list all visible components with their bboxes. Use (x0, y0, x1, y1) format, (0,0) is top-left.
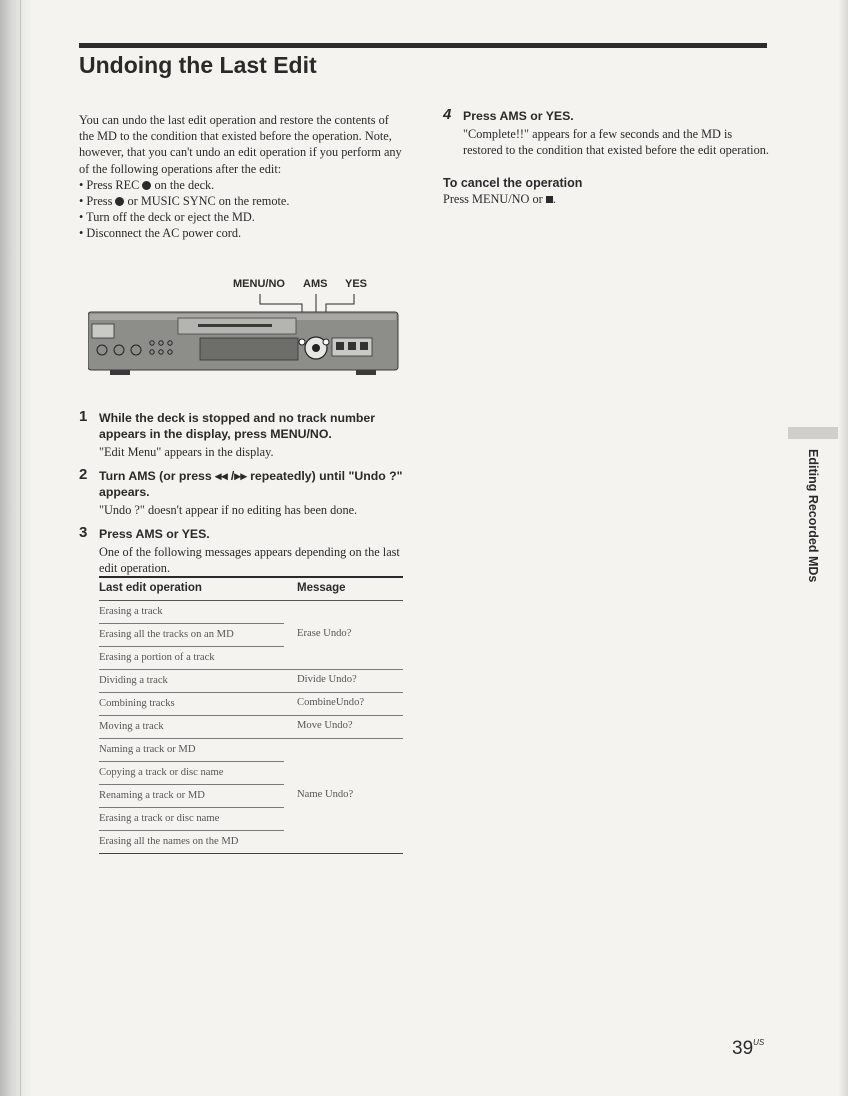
table-row: Erasing a track or disc name (99, 808, 403, 831)
table-header-operation: Last edit operation (99, 582, 202, 594)
section-side-tab: Editing Recorded MDs (806, 449, 820, 583)
step-heading: Turn AMS (or press ◂◂ /▸▸ repeatedly) until "Undo ?" appears. (99, 469, 403, 499)
binding-edge (20, 0, 21, 1096)
diagram-label-yes: YES (345, 278, 368, 290)
deck-illustration (88, 278, 400, 388)
table-row: Erasing a portion of a track (99, 647, 403, 670)
bullet-item: • Press REC on the deck. (79, 177, 405, 193)
step-heading: Press AMS or YES. (99, 527, 210, 541)
table-row: Moving a track Move Undo? (99, 716, 403, 739)
table-row: Erasing a track (99, 601, 403, 624)
step-number: 3 (79, 524, 88, 541)
bullet-item: • Disconnect the AC power cord. (79, 225, 405, 241)
right-column (443, 108, 773, 208)
stop-square-icon (546, 196, 553, 203)
prev-next-icon: ◂◂ /▸▸ (215, 469, 247, 483)
step-2 (79, 468, 405, 518)
step-body: "Undo ?" doesn't appear if no editing has been done. (99, 503, 358, 517)
undo-message-table (99, 576, 403, 854)
intro-bullets (79, 177, 405, 242)
binding-shadow (0, 0, 34, 1096)
deck-diagram (88, 278, 400, 388)
diagram-label-ams: AMS (303, 278, 328, 290)
bullet-item: • Press or MUSIC SYNC on the remote. (79, 193, 405, 209)
step-body: "Edit Menu" appears in the display. (99, 445, 274, 459)
table-row: Combining tracks CombineUndo? (99, 693, 403, 716)
header-rule (79, 43, 767, 48)
table-row: Renaming a track or MD Name Undo? (99, 785, 403, 808)
diagram-label-menu-no: MENU/NO (233, 278, 285, 290)
page-number: $39^{US}$ (732, 1038, 765, 1059)
intro-text: You can undo the last edit operation and restore the contents of the MD to the condition that existed before the operation. Note, however, that you can't undo an edit operation if you perform any of the following operations after the edit: (79, 113, 402, 176)
cancel-text: Press MENU/NO or . (443, 192, 556, 207)
table-header (99, 578, 403, 601)
page-title: Undoing the Last Edit (79, 52, 317, 78)
step-3 (79, 526, 405, 576)
step-body: One of the following messages appears depending on the last edit operation. (99, 545, 400, 576)
intro-section (79, 112, 405, 242)
cancel-section (443, 175, 773, 207)
table-row: Erasing all the names on the MD (99, 831, 403, 854)
step-4 (443, 108, 773, 158)
table-header-message: Message (297, 582, 346, 594)
step-number: 2 (79, 466, 88, 483)
table-row: Naming a track or MD (99, 739, 403, 762)
cancel-heading: To cancel the operation (443, 176, 583, 191)
step-heading: While the deck is stopped and no track number appears in the display, press MENU/NO. (99, 411, 376, 441)
table-row: Copying a track or disc name (99, 762, 403, 785)
step-number: 4 (443, 106, 452, 123)
page-edge (838, 0, 848, 1096)
step-body: "Complete!!" appears for a few seconds and the MD is restored to the condition that existed before the edit operation. (463, 127, 769, 158)
step-1 (79, 410, 405, 460)
side-tab-marker (788, 427, 838, 439)
step-heading: Press AMS or YES. (463, 109, 574, 123)
table-row: Dividing a track Divide Undo? (99, 670, 403, 693)
bullet-item: • Turn off the deck or eject the MD. (79, 209, 405, 225)
step-number: 1 (79, 408, 88, 425)
table-row: Erasing all the tracks on an MD Erase Undo? (99, 624, 403, 647)
